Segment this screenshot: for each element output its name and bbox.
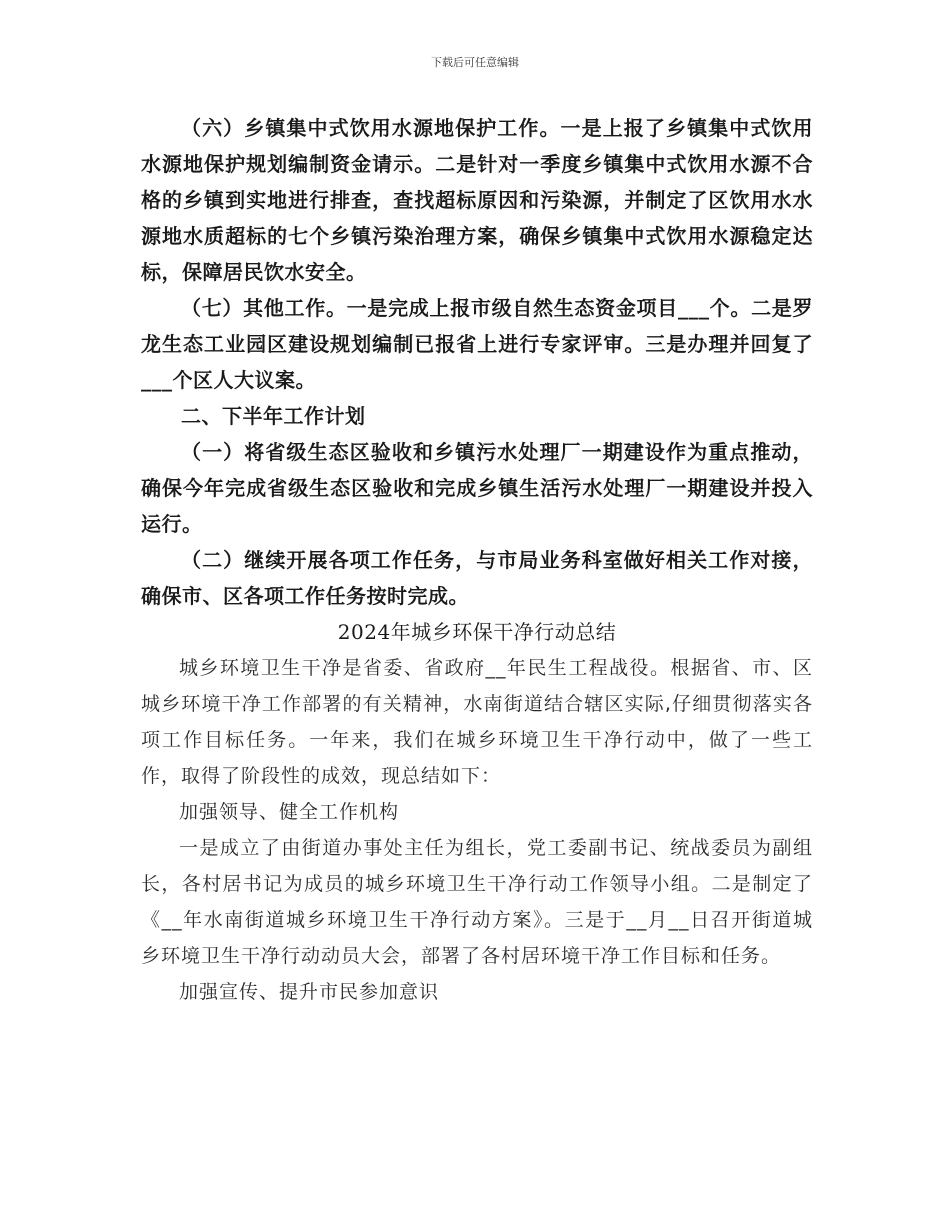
- page-header: 下载后可任意编辑: [431, 56, 519, 69]
- plan-item-1: （一）将省级生态区验收和乡镇污水处理厂一期建设作为重点推动，确保今年完成省级生态区验收和完成乡镇生活污水处理厂一期建设并投入运行。: [141, 440, 813, 536]
- document-body: [141, 110, 813, 1010]
- leadership-paragraph: 一是成立了由街道办事处主任为组长，党工委副书记、统战委员为副组长，各村居书记为成员的城乡环境卫生干净行动工作领导小组。二是制定了《__年水南街道城乡环境卫生干净行动方案》。三是于__月__日召开街道城乡环境卫生干净行动动员大会，部署了各村居环境干净工作目标和任务。: [141, 837, 813, 967]
- section-heading-plan: 二、下半年工作计划: [181, 404, 366, 428]
- paragraph-item-6: （六）乡镇集中式饮用水源地保护工作。一是上报了乡镇集中式饮用水源地保护规划编制资金请示。二是针对一季度乡镇集中式饮用水源不合格的乡镇到实地进行排查，查找超标原因和污染源，并制定了区饮用水水源地水质超标的七个乡镇污染治理方案，确保乡镇集中式饮用水源稳定达标，保障居民饮水安全。: [141, 116, 813, 284]
- subheading-leadership: 加强领导、健全工作机构: [179, 801, 400, 823]
- document-title: 2024年城乡环保干净行动总结: [337, 620, 617, 644]
- plan-item-2: （二）继续开展各项工作任务，与市局业务科室做好相关工作对接，确保市、区各项工作任务按时完成。: [141, 548, 813, 608]
- subheading-publicity: 加强宣传、提升市民参加意识: [179, 981, 440, 1003]
- paragraph-item-7: （七）其他工作。一是完成上报市级自然生态资金项目___个。二是罗龙生态工业园区建设规划编制已报省上进行专家评审。三是办理并回复了___个区人大议案。: [141, 296, 813, 392]
- intro-paragraph: 城乡环境卫生干净是省委、省政府__年民生工程战役。根据省、市、区城乡环境干净工作部署的有关精神，水南街道结合辖区实际,仔细贯彻落实各项工作目标任务。一年来，我们在城乡环境卫生干净行动中，做了一些工作，取得了阶段性的成效，现总结如下：: [141, 657, 813, 787]
